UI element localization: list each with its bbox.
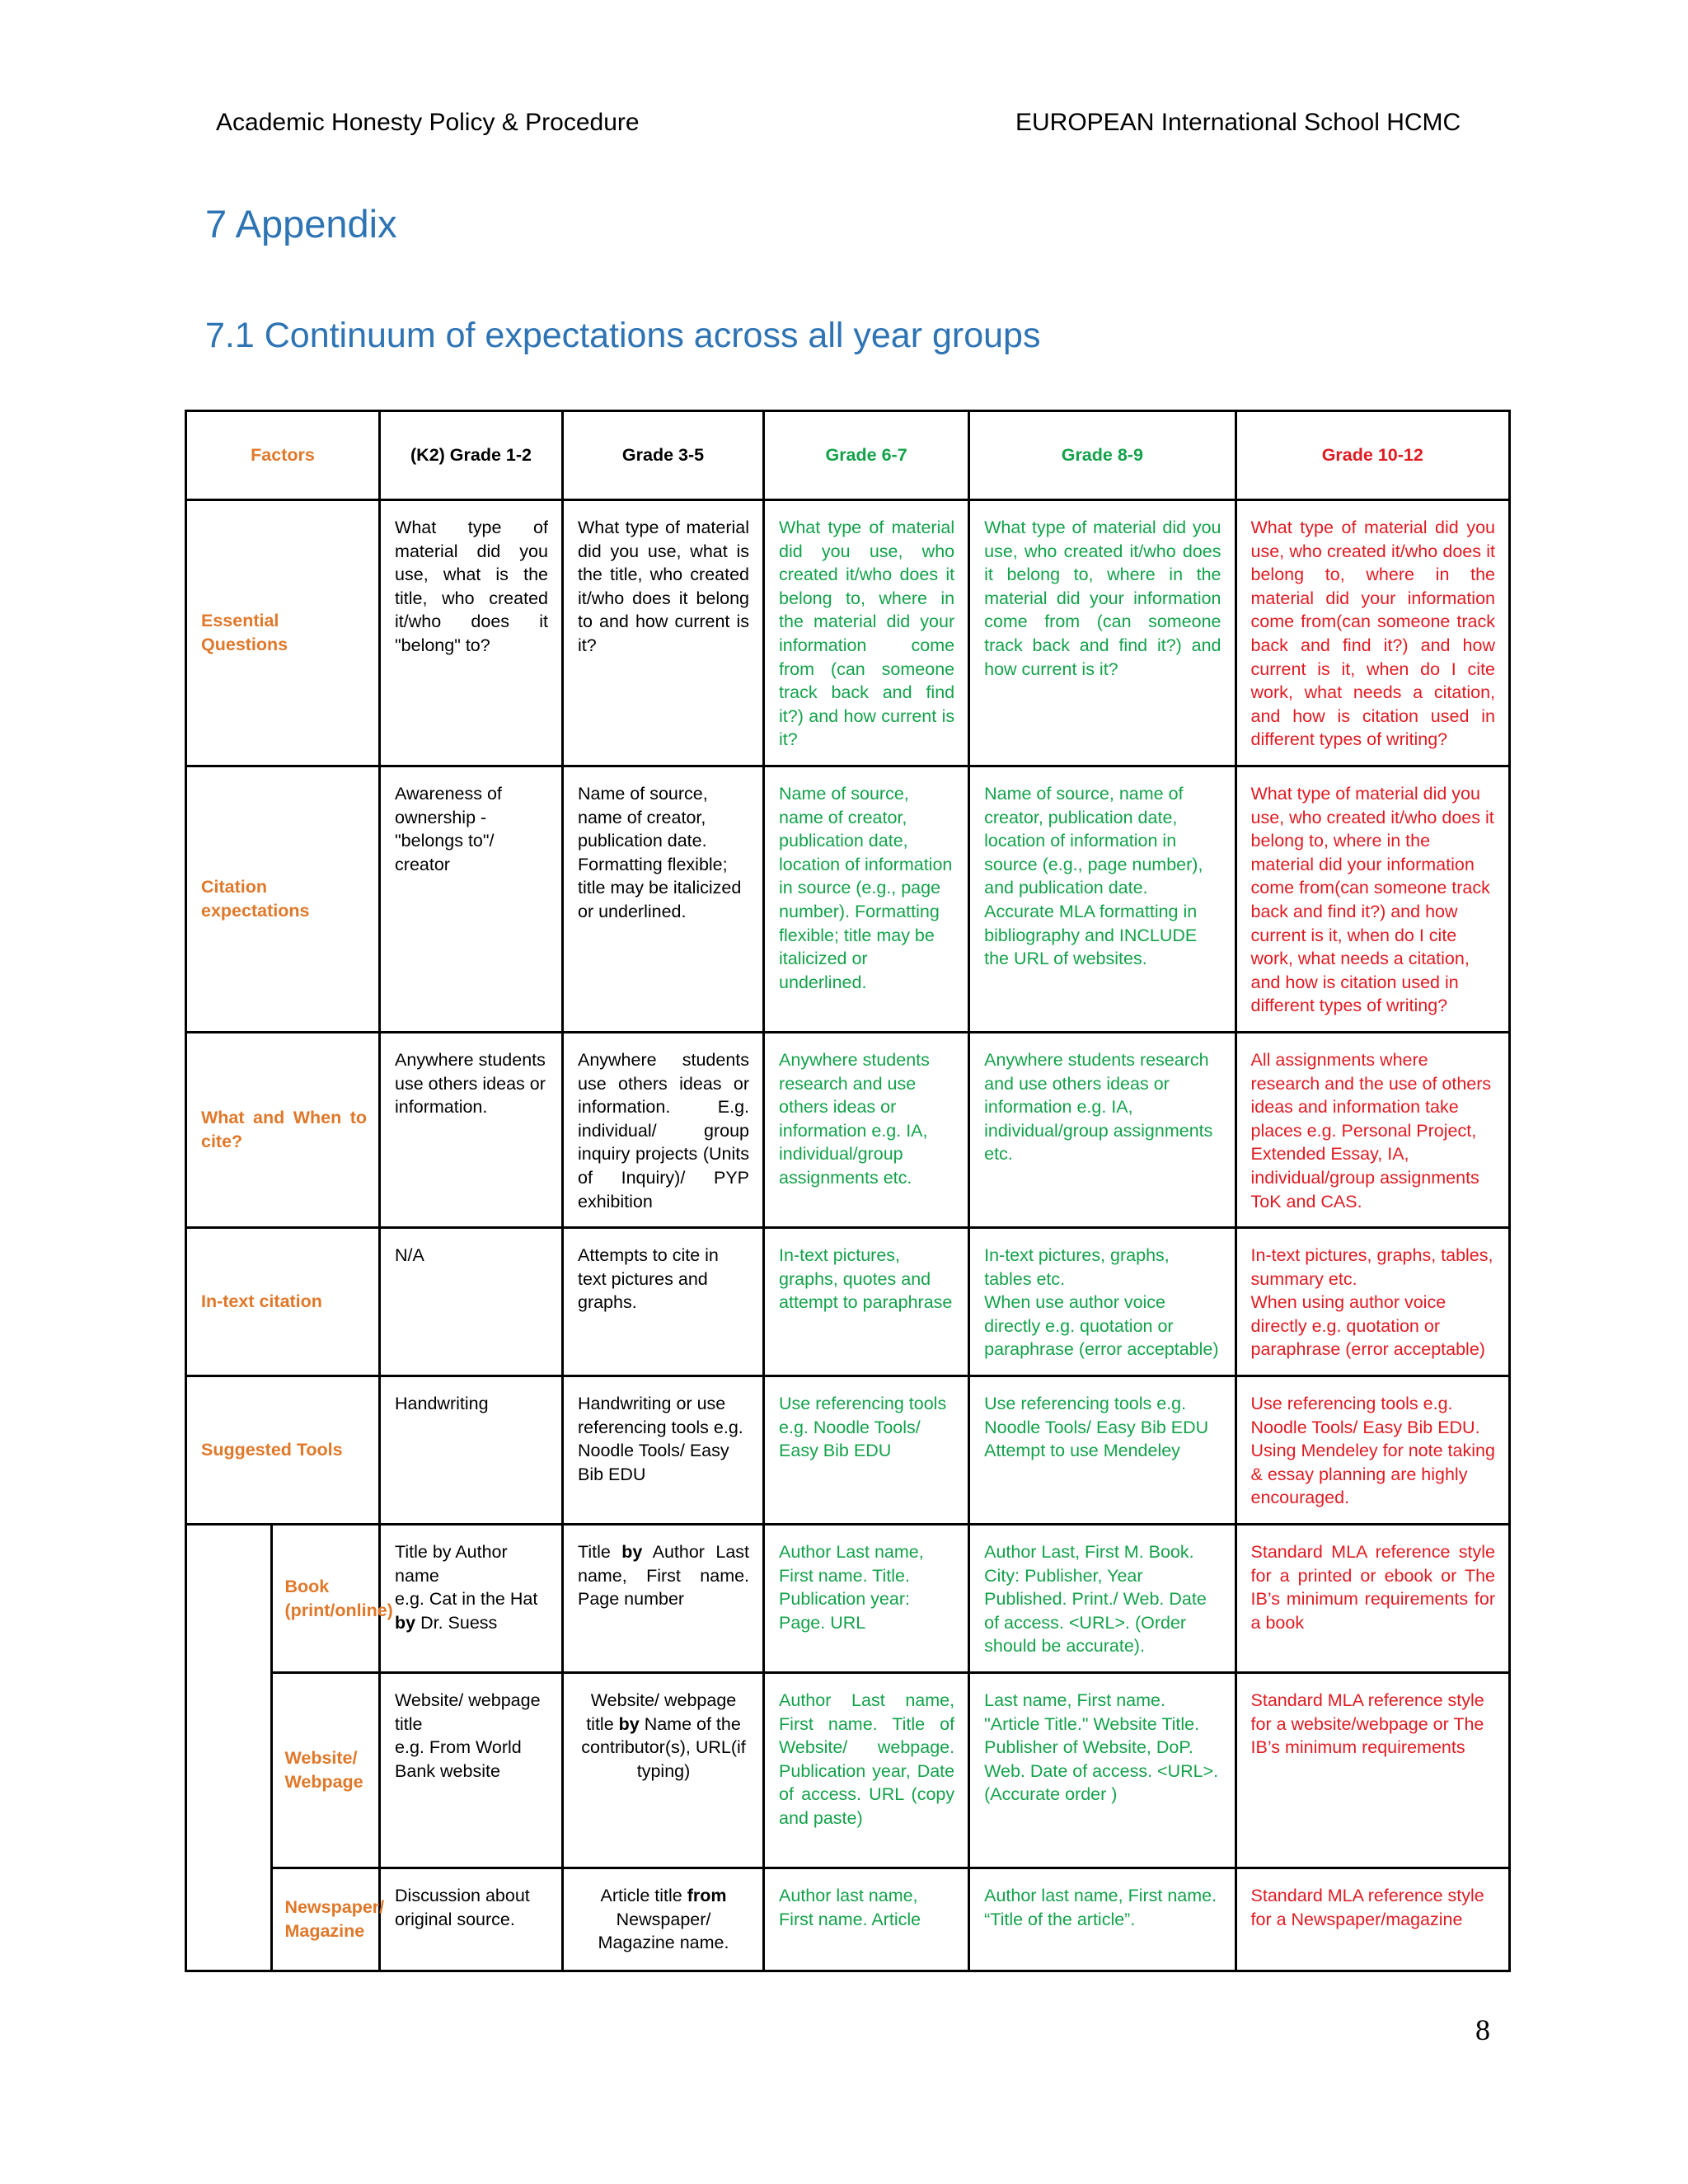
cell-tools-3-5: Handwriting or use referencing tools e.g. Noodle Tools/ Easy Bib EDU (562, 1376, 763, 1525)
continuum-heading: 7.1 Continuum of expectations across all year groups (205, 316, 1041, 355)
header-grade-3-5: Grade 3-5 (562, 411, 763, 500)
cell-intext-10-12 (1236, 1228, 1509, 1376)
cell-tools-6-7: Use referencing tools e.g. Noodle Tools/ Easy Bib EDU (764, 1376, 969, 1525)
factor-essential-questions: Essential Questions (186, 500, 380, 766)
cell-citation-3-5: Name of source, name of creator, publication date. Formatting flexible; title may be italicized or underlined. (562, 766, 763, 1033)
row-citation-expectations (186, 766, 1510, 1033)
header-factors: Factors (186, 411, 380, 500)
cell-intext-6-7: In-text pictures, graphs, quotes and attempt to paraphrase (764, 1228, 969, 1376)
cell-whatwhen-10-12: All assignments where research and the use of others ideas and information take places e.g. Personal Project, Extended Essay, IA, individual/group assignments ToK and CAS. (1236, 1033, 1509, 1228)
cell-newspaper-10-12: Standard MLA reference style for a Newspaper/magazine (1236, 1868, 1509, 1971)
intext-8-9-line1: In-text pictures, graphs, tables etc. (984, 1245, 1170, 1289)
cell-book-1-2 (380, 1525, 563, 1673)
cell-tools-10-12: Use referencing tools e.g. Noodle Tools/ Easy Bib EDU. Using Mendeley for note taking & essay planning are highly encouraged. (1236, 1376, 1509, 1525)
cell-book-8-9: Author Last, First M. Book. City: Publisher, Year Published. Print./ Web. Date of access. <URL>. (Order should be accurate). (969, 1525, 1236, 1673)
cell-newspaper-1-2: Discussion about original source. (380, 1868, 563, 1971)
reference-group-blank (186, 1525, 272, 1971)
row-what-when (186, 1033, 1510, 1228)
header-grade-8-9: Grade 8-9 (969, 411, 1236, 500)
row-suggested-tools (186, 1376, 1510, 1525)
header-right: EUROPEAN International School HCMC (1015, 109, 1461, 136)
cell-website-10-12: Standard MLA reference style for a website/webpage or The IB’s minimum requirements (1236, 1673, 1509, 1868)
cell-essential-6-7: What type of material did you use, who created it/who does it belong to, where in the material did your information come from (can someone track back and find it?) and how current is it? (764, 500, 969, 766)
cell-citation-1-2: Awareness of ownership - "belongs to"/ creator (380, 766, 563, 1033)
cell-newspaper-6-7: Author last name, First name. Article (764, 1868, 969, 1971)
book-1-2-line1: Title by Author name (395, 1542, 508, 1586)
factor-citation-expectations: Citation expectations (186, 766, 380, 1033)
header-grade-6-7: Grade 6-7 (764, 411, 969, 500)
cell-website-8-9: Last name, First name. "Article Title." Website Title. Publisher of Website, DoP. Web. Date of access. <URL>. (Accurate order ) (969, 1673, 1236, 1868)
expectations-table (185, 410, 1511, 1972)
cell-citation-8-9: Name of source, name of creator, publication date, location of information in source (e.g., page number), and publication date. Accurate MLA formatting in bibliography and INCLUDE the URL of websites. (969, 766, 1236, 1033)
cell-website-3-5: Website/ webpage title by Name of the contributor(s), URL(if typing) (562, 1673, 763, 1868)
cell-citation-10-12: What type of material did you use, who created it/who does it belong to, where in the material did your information come from(can someone track back and find it?) and how current is it, when do I cite work, what needs a citation, and how is citation used in different types of writing? (1236, 766, 1509, 1033)
factor-suggested-tools: Suggested Tools (186, 1376, 380, 1525)
intext-10-12-line2: When using author voice directly e.g. quotation or paraphrase (error acceptable) (1250, 1292, 1485, 1360)
factor-website: Website/ Webpage (272, 1673, 380, 1868)
cell-intext-1-2: N/A (380, 1228, 563, 1376)
factor-newspaper: Newspaper/ Magazine (272, 1868, 380, 1971)
cell-website-1-2 (380, 1673, 563, 1868)
header-row (186, 411, 1510, 500)
cell-essential-10-12: What type of material did you use, who created it/who does it belong to, where in the material did your information come from(can someone track back and find it?) and how current is it, when do I cite work, what needs a citation, and how is citation used in different types of writing? (1236, 500, 1509, 766)
cell-newspaper-3-5: Article title from Newspaper/ Magazine name. (562, 1868, 763, 1971)
factor-in-text-citation: In-text citation (186, 1228, 380, 1376)
cell-essential-1-2: What type of material did you use, what is the title, who created it/who does it "belong" to? (380, 500, 563, 766)
appendix-heading: 7 Appendix (205, 202, 397, 246)
cell-whatwhen-6-7: Anywhere students research and use others ideas or information e.g. IA, individual/group assignments etc. (764, 1033, 969, 1228)
cell-whatwhen-8-9: Anywhere students research and use others ideas or information e.g. IA, individual/group assignments etc. (969, 1033, 1236, 1228)
website-1-2-line1: Website/ webpage title (395, 1690, 541, 1734)
cell-essential-3-5: What type of material did you use, what is the title, who created it/who does it belong to and how current is it? (562, 500, 763, 766)
intext-8-9-line2: When use author voice directly e.g. quotation or paraphrase (error acceptable) (984, 1292, 1219, 1360)
cell-website-6-7: Author Last name, First name. Title of Website/ webpage. Publication year, Date of access. URL (copy and paste) (764, 1673, 969, 1868)
cell-whatwhen-3-5: Anywhere students use others ideas or information. E.g. individual/ group inquiry projects (Units of Inquiry)/ PYP exhibition (562, 1033, 763, 1228)
row-newspaper (186, 1868, 1510, 1971)
row-book (186, 1525, 1510, 1673)
header-grade-1-2: (K2) Grade 1-2 (380, 411, 563, 500)
cell-citation-6-7: Name of source, name of creator, publication date, location of information in source (e.g., page number). Formatting flexible; title may be italicized or underlined. (764, 766, 969, 1033)
cell-essential-8-9: What type of material did you use, who created it/who does it belong to, where in the material did your information come from (can someone track back and find it?) and how current is it? (969, 500, 1236, 766)
row-essential-questions (186, 500, 1510, 766)
page-number: 8 (1475, 2013, 1490, 2046)
header-grade-10-12: Grade 10-12 (1236, 411, 1509, 500)
row-website (186, 1673, 1510, 1868)
intext-10-12-line1: In-text pictures, graphs, tables, summary etc. (1250, 1245, 1493, 1289)
cell-tools-1-2: Handwriting (380, 1376, 563, 1525)
cell-book-6-7: Author Last name, First name. Title. Publication year: Page. URL (764, 1525, 969, 1673)
header-left: Academic Honesty Policy & Procedure (216, 109, 640, 136)
cell-intext-8-9 (969, 1228, 1236, 1376)
cell-tools-8-9: Use referencing tools e.g. Noodle Tools/ Easy Bib EDU Attempt to use Mendeley (969, 1376, 1236, 1525)
cell-intext-3-5: Attempts to cite in text pictures and graphs. (562, 1228, 763, 1376)
cell-whatwhen-1-2: Anywhere students use others ideas or information. (380, 1033, 563, 1228)
book-1-2-line2: e.g. Cat in the Hat by Dr. Suess (395, 1589, 538, 1633)
cell-book-3-5: Title by Author Last name, First name. Page number (562, 1525, 763, 1673)
factor-what-when: What and When to cite? (186, 1033, 380, 1228)
row-in-text-citation (186, 1228, 1510, 1376)
factor-book: Book (print/online) (272, 1525, 380, 1673)
cell-newspaper-8-9: Author last name, First name. “Title of the article”. (969, 1868, 1236, 1971)
cell-book-10-12: Standard MLA reference style for a printed or ebook or The IB’s minimum requirements for a book (1236, 1525, 1509, 1673)
website-1-2-line2: e.g. From World Bank website (395, 1737, 522, 1781)
